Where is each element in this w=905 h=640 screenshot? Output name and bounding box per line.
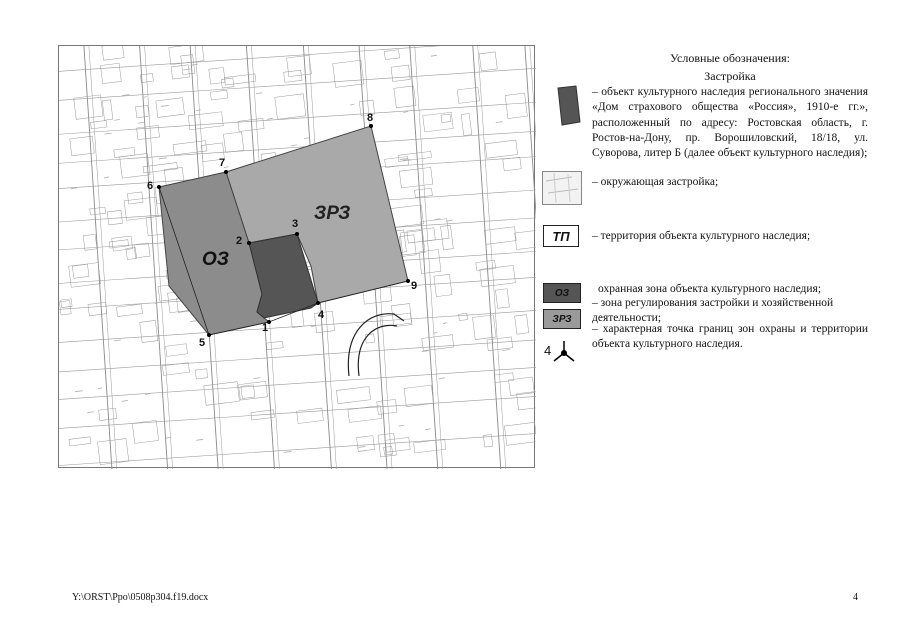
footer-file-path: Y:\ORST\Ppo\0508p304.f19.docx <box>72 592 209 603</box>
legend-point-text: – характерная точка границ зон охраны и территории объекта культурного наследия. <box>592 323 868 351</box>
point-7-label: 7 <box>219 157 226 169</box>
cadastral-map <box>58 45 535 468</box>
oz-symbol: ОЗ <box>543 283 581 303</box>
point-1-label: 1 <box>262 322 269 334</box>
point-5-label: 5 <box>199 337 206 349</box>
point-symbol-number: 4 <box>544 343 552 358</box>
point-6-dot <box>157 185 161 189</box>
surrounding-buildings-symbol <box>542 171 582 205</box>
legend-title: Условные обозначения: <box>669 51 791 65</box>
point-5-dot <box>207 333 211 337</box>
characteristic-point-symbol <box>542 339 582 369</box>
legend-object-text: – объект культурного наследия регионального значения «Дом страхового общества «Россия», 1910-е гг.», расположенный по адресу: Ростовская область, г. Ростов-на-Дону, пр. Ворошиловский, 18/18, ул. Суворова, литер Б (далее объект культурного наследия); <box>592 86 868 160</box>
point-4-label: 4 <box>318 309 325 321</box>
zrz-zone-label: ЗРЗ <box>314 203 351 224</box>
legend-surrounding-text: – окружающая застройка; <box>592 176 719 188</box>
point-3-label: 3 <box>292 218 299 230</box>
point-2-label: 2 <box>236 235 243 247</box>
point-9-dot <box>406 279 410 283</box>
footer-page-number: 4 <box>853 592 858 603</box>
point-2-dot <box>247 241 251 245</box>
legend-zrz-text: – зона регулирования застройки и хозяйственной деятельности; <box>592 297 834 325</box>
territory-symbol: ТП <box>543 225 579 247</box>
oz-zone-label: ОЗ <box>202 249 229 270</box>
legend-subtitle: Застройка <box>704 69 756 83</box>
point-7-dot <box>224 170 228 174</box>
zrz-symbol: ЗРЗ <box>543 309 581 329</box>
point-3-dot <box>295 232 299 236</box>
legend-oz-text: охранная зона объекта культурного наследия; <box>598 283 822 295</box>
heritage-object-symbol <box>550 85 582 127</box>
legend-territory-text: – территория объекта культурного наследия; <box>592 230 811 242</box>
point-8-dot <box>369 124 373 128</box>
point-8-label: 8 <box>367 112 374 124</box>
map-canvas <box>59 46 536 469</box>
point-4-dot <box>316 301 320 305</box>
point-6-label: 6 <box>147 180 154 192</box>
road-curve <box>348 314 404 376</box>
point-9-label: 9 <box>411 280 418 292</box>
